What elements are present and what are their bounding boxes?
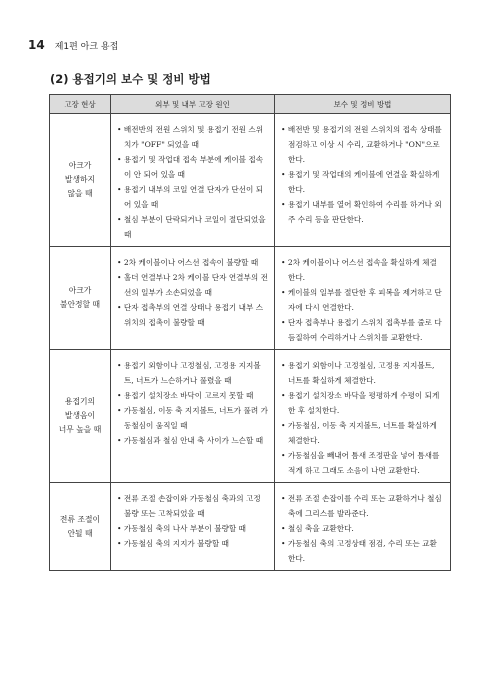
cause-cell bbox=[111, 350, 275, 483]
table-header-row bbox=[50, 95, 451, 114]
list-item: • 가동철심, 이동 축 지지볼트, 너트를 확실하게 체결한다. bbox=[281, 418, 444, 448]
list-item: • 2차 케이블이나 어스선 접속을 확실하게 체결한다. bbox=[281, 255, 444, 285]
list-item: • 가동철심과 철심 안내 축 사이가 느슨할 때 bbox=[117, 433, 268, 448]
cause-list bbox=[111, 247, 274, 334]
column-header-phenomenon: 고장 현상 bbox=[50, 95, 111, 114]
list-item: • 가동철심 축의 고정상태 점검, 수리 또는 교환한다. bbox=[281, 536, 444, 566]
phenomenon-text: 너무 높을 때 bbox=[58, 425, 102, 434]
phenomenon-cell bbox=[50, 247, 111, 350]
list-item: • 단자 접촉부의 연결 상태나 용접기 내부 스위치의 접촉이 불량할 때 bbox=[117, 300, 268, 330]
repair-list bbox=[275, 114, 450, 231]
list-item: • 용접기 설치장소 바닥을 평평하게 수평이 되게 한 후 설치한다. bbox=[281, 388, 444, 418]
list-item: • 전류 조절 손잡이와 가동철심 축과의 고정 불량 또는 고착되었을 때 bbox=[117, 491, 268, 521]
phenomenon-cell bbox=[50, 114, 111, 247]
repair-list bbox=[275, 247, 450, 349]
cause-list bbox=[111, 350, 274, 452]
table-row bbox=[50, 114, 451, 247]
table-row bbox=[50, 247, 451, 350]
list-item: • 철심 부분이 단락되거나 코일이 절단되었을 때 bbox=[117, 212, 268, 242]
list-item: • 배전반의 전원 스위치 및 용접기 전원 스위치가 "OFF" 되었을 때 bbox=[117, 122, 268, 152]
repair-list bbox=[275, 483, 450, 570]
list-item: • 용접기 내부의 코일 연결 단자가 단선이 되어 있을 때 bbox=[117, 182, 268, 212]
list-item: • 용접기 외함이나 고정철심, 고정용 지지볼트, 너트를 확실하게 체결한다. bbox=[281, 358, 444, 388]
phenomenon-text: 발생하지 bbox=[64, 175, 96, 184]
list-item: • 홀더 연결부나 2차 케이블 단자 연결부의 전선의 일부가 소손되었을 때 bbox=[117, 270, 268, 300]
phenomenon-text: 않을 때 bbox=[67, 189, 93, 198]
list-item: • 용접기 및 작업대의 케이블에 연결을 확실하게 한다. bbox=[281, 167, 444, 197]
column-header-repairs: 보수 및 정비 방법 bbox=[275, 95, 451, 114]
list-item: • 가동철심 축의 지지가 불량할 때 bbox=[117, 536, 268, 551]
repair-cell bbox=[275, 483, 451, 571]
phenomenon-text: 전류 조절이 bbox=[59, 514, 101, 524]
repair-table bbox=[49, 94, 451, 571]
repair-cell bbox=[275, 247, 451, 350]
phenomenon-text: 아크가 bbox=[68, 161, 92, 170]
repair-list bbox=[275, 350, 450, 482]
list-item: • 철심 축을 교환한다. bbox=[281, 521, 444, 536]
list-item: • 단자 접촉부나 용접기 스위치 접촉부를 줄로 다듬질하여 수리하거나 스위치를 교환한다. bbox=[281, 315, 444, 345]
cause-cell bbox=[111, 247, 275, 350]
list-item: • 케이블의 일부를 절단한 후 피복을 제거하고 단자에 다시 연결한다. bbox=[281, 285, 444, 315]
phenomenon-text: 발생음이 bbox=[64, 411, 96, 420]
list-item: • 용접기 내부를 열어 확인하여 수리를 하거나 외주 수리 등을 판단한다. bbox=[281, 197, 444, 227]
cause-cell bbox=[111, 483, 275, 571]
table-row bbox=[50, 483, 451, 571]
list-item: • 배전반 및 용접기의 전원 스위치의 접속 상태를 점검하고 이상 시 수리, 교환하거나 "ON"으로 한다. bbox=[281, 122, 444, 167]
phenomenon-text: 용접기의 bbox=[64, 397, 96, 406]
list-item: • 가동철심 축의 나사 부분이 불량할 때 bbox=[117, 521, 268, 536]
column-header-causes: 외부 및 내부 고장 원인 bbox=[111, 95, 275, 114]
list-item: • 용접기 외함이나 고정철심, 고정용 지지볼트, 너트가 느슨하거나 풀렸을 때 bbox=[117, 358, 268, 388]
list-item: • 용접기 및 작업대 접속 부분에 케이블 접속이 안 되어 있을 때 bbox=[117, 152, 268, 182]
repair-cell bbox=[275, 350, 451, 483]
list-item: • 2차 케이블이나 어스선 접속이 불량할 때 bbox=[117, 255, 268, 270]
table-row bbox=[50, 350, 451, 483]
chapter-title: 제1편 아크 용접 bbox=[54, 42, 119, 52]
list-item: • 가동철심을 빼내어 틈새 조정판을 넣어 틈새를 적게 하고 그래도 소음이 나면 교환한다. bbox=[281, 448, 444, 478]
list-item: • 가동철심, 이동 축 지지볼트, 너트가 풀려 가동철심이 움직일 때 bbox=[117, 403, 268, 433]
list-item: • 용접기 설치장소 바닥이 고르지 못할 때 bbox=[117, 388, 268, 403]
phenomenon-text: 안될 때 bbox=[67, 528, 93, 538]
list-item: • 전류 조절 손잡이를 수리 또는 교환하거나 철심 축에 그리스를 발라준다. bbox=[281, 491, 444, 521]
cause-list bbox=[111, 483, 274, 555]
section-title: (2) 용접기의 보수 및 정비 방법 bbox=[50, 72, 211, 86]
cause-cell bbox=[111, 114, 275, 247]
phenomenon-cell bbox=[50, 483, 111, 571]
phenomenon-text: 불안정할 때 bbox=[59, 300, 101, 309]
phenomenon-cell bbox=[50, 350, 111, 483]
page-number: 14 bbox=[28, 38, 45, 52]
page-header bbox=[28, 38, 118, 54]
repair-cell bbox=[275, 114, 451, 247]
cause-list bbox=[111, 114, 274, 246]
phenomenon-text: 아크가 bbox=[68, 286, 92, 295]
